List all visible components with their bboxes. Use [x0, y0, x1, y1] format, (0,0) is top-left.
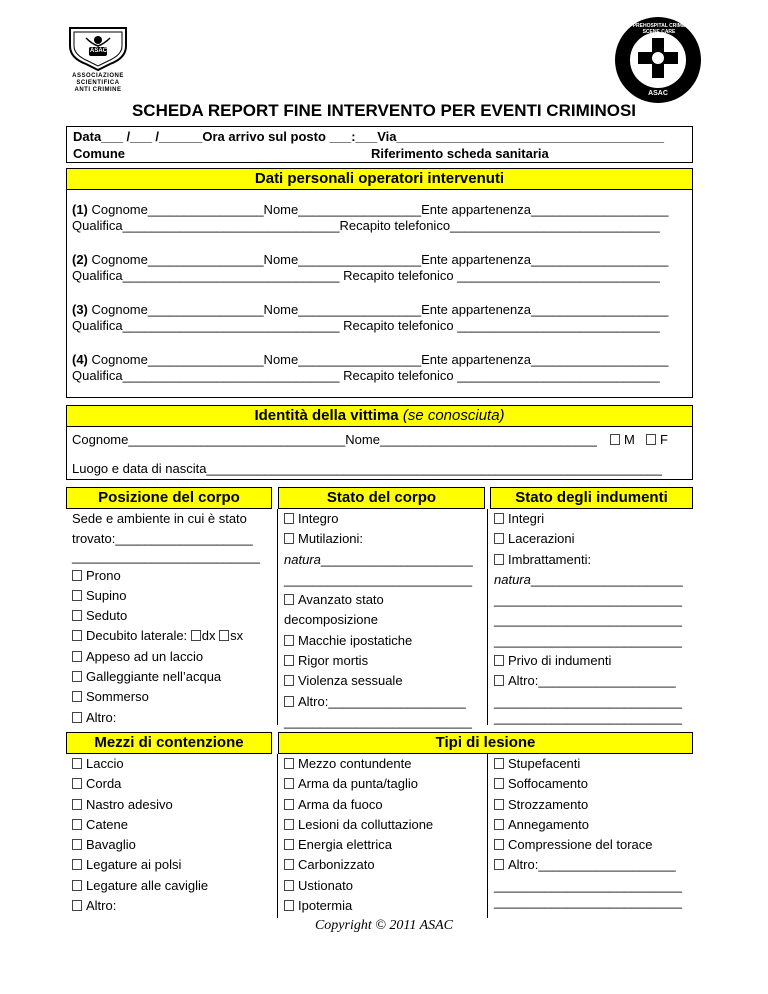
posizione-item[interactable]: Decubito laterale: dx sx — [72, 626, 260, 646]
column-divider — [277, 754, 278, 918]
checkbox-icon[interactable] — [219, 630, 229, 641]
operator-3-line1: (3) Cognome________________Nome_________________Ente appartenenza___________________ — [72, 302, 669, 317]
checkbox-icon[interactable] — [72, 799, 82, 810]
operator-3-line2: Qualifica______________________________ Recapito telefonico ____________________________ — [72, 318, 660, 333]
stato-corpo-item[interactable]: Violenza sessuale — [284, 671, 473, 691]
stato-indumenti-heading: Stato degli indumenti — [490, 487, 693, 509]
lesioni-column-1 — [284, 754, 433, 916]
checkbox-icon[interactable] — [284, 513, 294, 524]
indumenti-blank: __________________________ — [494, 612, 682, 628]
posizione-item[interactable]: Sommerso — [72, 687, 260, 707]
checkbox-icon[interactable] — [284, 594, 294, 605]
lesioni-item[interactable]: Carbonizzato — [284, 855, 433, 875]
checkbox-icon[interactable] — [72, 880, 82, 891]
stato-corpo-avanzato2: decomposizione — [284, 612, 378, 628]
operator-2-line2: Qualifica______________________________ Recapito telefonico ____________________________ — [72, 268, 660, 283]
operators-heading: Dati personali operatori intervenuti — [66, 168, 693, 190]
stato-corpo-item[interactable]: Avanzato stato — [284, 590, 473, 610]
lesioni-heading: Tipi di lesione — [278, 732, 693, 754]
checkbox-icon[interactable] — [494, 655, 504, 666]
stato-corpo-heading: Stato del corpo — [278, 487, 485, 509]
checkbox-icon[interactable] — [494, 758, 504, 769]
stato-indumenti-column — [494, 509, 683, 732]
posizione-item[interactable]: Altro: — [72, 708, 260, 728]
column-divider — [487, 754, 488, 918]
checkbox-icon[interactable] — [72, 819, 82, 830]
lesioni-item[interactable]: Soffocamento — [494, 774, 682, 794]
indumenti-natura: natura_____________________ — [494, 571, 683, 587]
indumenti-blank: __________________________ — [494, 632, 682, 648]
checkbox-icon[interactable] — [191, 630, 201, 641]
victim-birth-line: Luogo e data di nascita_______________________________________________________________ — [72, 461, 662, 476]
lesioni-item[interactable]: Lesioni da colluttazione — [284, 815, 433, 835]
operator-1-line2: Qualifica______________________________Recapito telefonico_____________________________ — [72, 218, 660, 233]
checkbox-icon[interactable] — [72, 758, 82, 769]
lesioni-item[interactable]: Mezzo contundente — [284, 754, 433, 774]
checkbox-icon[interactable] — [284, 533, 294, 544]
checkbox-icon[interactable] — [72, 859, 82, 870]
stato-corpo-natura: natura_____________________ — [284, 551, 473, 567]
stato-corpo-blank: __________________________ — [284, 571, 472, 587]
victim-sex-m[interactable]: M — [610, 432, 635, 448]
mezzi-item[interactable]: Catene — [72, 815, 208, 835]
posizione-item[interactable]: Seduto — [72, 606, 260, 626]
operator-2-line1: (2) Cognome________________Nome_________________Ente appartenenza___________________ — [72, 252, 669, 267]
stato-corpo-column — [284, 509, 473, 732]
indumenti-item[interactable]: Imbrattamenti: — [494, 550, 683, 570]
indumenti-item[interactable]: Integri — [494, 509, 683, 529]
operator-1-line1: (1) Cognome________________Nome_________________Ente appartenenza___________________ — [72, 202, 669, 217]
stato-corpo-item[interactable]: Mutilazioni: — [284, 529, 473, 549]
logo-right-asac: ASAC — [648, 90, 668, 97]
checkbox-icon[interactable] — [72, 712, 82, 723]
checkbox-icon[interactable] — [494, 799, 504, 810]
indumenti-altro-blank: __________________________ — [494, 709, 682, 725]
logo-left-line2: SCIENTIFICA — [76, 80, 120, 86]
posizione-item[interactable]: Supino — [72, 586, 260, 606]
lesioni-item[interactable]: Annegamento — [494, 815, 682, 835]
operator-4-line1: (4) Cognome________________Nome_________________Ente appartenenza___________________ — [72, 352, 669, 367]
checkbox-icon[interactable] — [72, 839, 82, 850]
checkbox-icon[interactable] — [494, 513, 504, 524]
victim-heading-text: Identità della vittima — [254, 407, 399, 424]
checkbox-icon[interactable] — [284, 799, 294, 810]
logo-left-asac: ASAC — [90, 48, 108, 54]
indumenti-altro-blank: __________________________ — [494, 693, 682, 709]
stato-corpo-altro-blank: __________________________ — [284, 713, 472, 729]
checkbox-icon[interactable] — [494, 839, 504, 850]
checkbox-icon[interactable] — [284, 655, 294, 666]
checkbox-icon[interactable] — [284, 839, 294, 850]
lesioni-item[interactable]: Stupefacenti — [494, 754, 682, 774]
checkbox-icon[interactable] — [72, 630, 82, 641]
column-divider — [277, 509, 278, 725]
indumenti-item[interactable]: Altro:___________________ — [494, 671, 683, 691]
checkbox-icon[interactable] — [284, 880, 294, 891]
checkbox-icon[interactable] — [284, 819, 294, 830]
crime-scene-care-logo — [614, 16, 702, 104]
checkbox-icon[interactable] — [494, 859, 504, 870]
column-divider — [487, 509, 488, 725]
checkbox-icon[interactable] — [494, 778, 504, 789]
posizione-intro2: trovato:___________________ — [72, 531, 253, 547]
checkbox-icon[interactable] — [494, 533, 504, 544]
lesioni-item[interactable]: Ustionato — [284, 876, 433, 896]
checkbox-icon[interactable] — [494, 554, 504, 565]
lesioni-item[interactable]: Ipotermia — [284, 896, 433, 916]
checkbox-icon[interactable] — [284, 758, 294, 769]
lesioni-column-2 — [494, 754, 682, 916]
header-comune: Comune — [73, 146, 125, 161]
lesioni-item[interactable]: Energia elettrica — [284, 835, 433, 855]
lesioni-item[interactable]: Strozzamento — [494, 795, 682, 815]
indumenti-item[interactable]: Lacerazioni — [494, 529, 683, 549]
mezzi-item[interactable]: Legature alle caviglie — [72, 876, 208, 896]
lesioni-blank: __________________________ — [494, 877, 682, 893]
victim-sex-f[interactable]: F — [646, 432, 668, 448]
checkbox-icon[interactable] — [284, 859, 294, 870]
checkbox-icon[interactable] — [72, 570, 82, 581]
mezzi-item[interactable]: Nastro adesivo — [72, 795, 208, 815]
checkbox-icon[interactable] — [72, 651, 82, 662]
checkbox-icon[interactable] — [72, 610, 82, 621]
posizione-intro3: __________________________ — [72, 548, 260, 564]
lesioni-item[interactable]: Altro:___________________ — [494, 855, 682, 875]
page-title: SCHEDA REPORT FINE INTERVENTO PER EVENTI CRIMINOSI — [131, 101, 637, 120]
operator-4-line2: Qualifica______________________________ Recapito telefonico ____________________________ — [72, 368, 660, 383]
lesioni-blank: __________________________ — [494, 894, 682, 910]
posizione-column — [72, 509, 260, 728]
checkbox-icon[interactable] — [72, 691, 82, 702]
copyright: Copyright © 2011 ASAC — [314, 918, 454, 933]
checkbox-icon[interactable] — [284, 675, 294, 686]
checkbox-icon[interactable] — [284, 778, 294, 789]
mezzi-item[interactable]: Corda — [72, 774, 208, 794]
mezzi-heading: Mezzi di contenzione — [66, 732, 272, 754]
checkbox-icon[interactable] — [284, 696, 294, 707]
logo-right-text: PREHOSPITAL CRIME SCENE CARE — [632, 23, 686, 35]
victim-heading-note: (se conosciuta) — [402, 407, 505, 424]
header-riferimento: Riferimento scheda sanitaria — [371, 146, 549, 161]
lesioni-item[interactable]: Arma da punta/taglio — [284, 774, 433, 794]
indumenti-blank: __________________________ — [494, 592, 682, 608]
posizione-item[interactable]: Galleggiante nell’acqua — [72, 667, 260, 687]
logo-left-line3: ANTI CRIMINE — [74, 87, 122, 93]
victim-heading — [66, 405, 693, 427]
checkbox-icon[interactable] — [494, 675, 504, 686]
mezzi-item[interactable]: Altro: — [72, 896, 208, 916]
header-box — [66, 126, 693, 163]
lesioni-item[interactable]: Compressione del torace — [494, 835, 682, 855]
checkbox-icon[interactable] — [72, 778, 82, 789]
mezzi-item[interactable]: Bavaglio — [72, 835, 208, 855]
checkbox-icon[interactable] — [646, 434, 656, 445]
checkbox-icon[interactable] — [72, 671, 82, 682]
asac-logo-left — [64, 24, 132, 98]
posizione-item[interactable]: Appeso ad un laccio — [72, 647, 260, 667]
posizione-item[interactable]: Prono — [72, 566, 260, 586]
logo-left-line1: ASSOCIAZIONE — [72, 73, 124, 79]
indumenti-item[interactable]: Privo di indumenti — [494, 651, 683, 671]
checkbox-icon[interactable] — [284, 635, 294, 646]
posizione-heading: Posizione del corpo — [66, 487, 272, 509]
checkbox-icon[interactable] — [72, 900, 82, 911]
mezzi-column — [72, 754, 208, 916]
header-line-date: Data___ /___ /______Ora arrivo sul posto ___:___Via_____________________________________ — [73, 129, 665, 144]
checkbox-icon[interactable] — [494, 819, 504, 830]
lesioni-item[interactable]: Arma da fuoco — [284, 795, 433, 815]
mezzi-item[interactable]: Legature ai polsi — [72, 855, 208, 875]
stato-corpo-item[interactable]: Altro:___________________ — [284, 692, 473, 712]
checkbox-icon[interactable] — [284, 900, 294, 911]
stato-corpo-item[interactable]: Rigor mortis — [284, 651, 473, 671]
checkbox-icon[interactable] — [72, 590, 82, 601]
posizione-intro1: Sede e ambiente in cui è stato — [72, 511, 247, 526]
checkbox-icon[interactable] — [610, 434, 620, 445]
victim-name-line: Cognome______________________________Nome______________________________ — [72, 432, 597, 447]
stato-corpo-item[interactable]: Macchie ipostatiche — [284, 631, 473, 651]
mezzi-item[interactable]: Laccio — [72, 754, 208, 774]
stato-corpo-item[interactable]: Integro — [284, 509, 473, 529]
